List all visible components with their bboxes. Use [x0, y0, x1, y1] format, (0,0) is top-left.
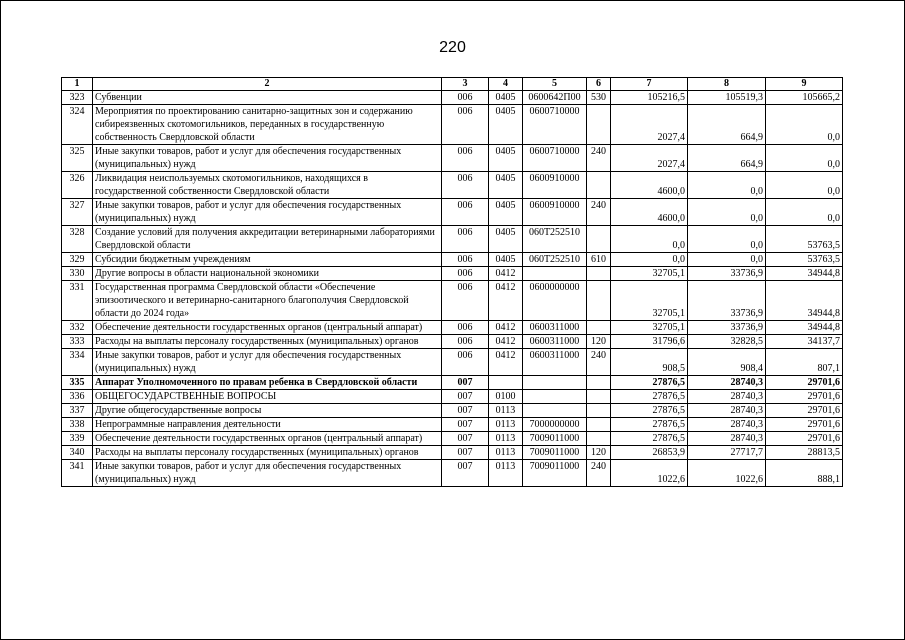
ministry-code: 007 — [442, 404, 489, 418]
amount-col7: 27876,5 — [611, 432, 688, 446]
section-code: 0113 — [489, 418, 523, 432]
row-name: Иные закупки товаров, работ и услуг для обеспечения государственных (муниципальных) нужд — [93, 199, 442, 226]
table-row — [62, 145, 843, 172]
ministry-code: 006 — [442, 253, 489, 267]
target-article-code: 0600710000 — [523, 145, 587, 172]
ministry-code: 006 — [442, 267, 489, 281]
amount-col8: 27717,7 — [688, 446, 766, 460]
amount-col7: 2027,4 — [611, 105, 688, 145]
row-number: 323 — [62, 91, 93, 105]
amount-col8: 1022,6 — [688, 460, 766, 487]
table-row — [62, 253, 843, 267]
amount-col7: 32705,1 — [611, 267, 688, 281]
header-row — [62, 78, 843, 91]
row-number: 334 — [62, 349, 93, 376]
section-code: 0405 — [489, 199, 523, 226]
ministry-code: 006 — [442, 349, 489, 376]
page-number: 220 — [439, 39, 466, 56]
ministry-code: 006 — [442, 199, 489, 226]
row-name: Обеспечение деятельности государственных органов (центральный аппарат) — [93, 321, 442, 335]
amount-col9: 53763,5 — [766, 253, 843, 267]
amount-col7: 0,0 — [611, 226, 688, 253]
ministry-code: 006 — [442, 91, 489, 105]
ministry-code: 006 — [442, 145, 489, 172]
amount-col7: 32705,1 — [611, 281, 688, 321]
target-article-code: 7000000000 — [523, 418, 587, 432]
amount-col9: 0,0 — [766, 105, 843, 145]
row-number: 335 — [62, 376, 93, 390]
table-row — [62, 418, 843, 432]
expense-type-code: 240 — [587, 349, 611, 376]
expense-type-code: 240 — [587, 460, 611, 487]
amount-col7: 27876,5 — [611, 376, 688, 390]
ministry-code: 007 — [442, 418, 489, 432]
expense-type-code — [587, 281, 611, 321]
col-header: 9 — [766, 78, 843, 91]
row-name: Другие общегосударственные вопросы — [93, 404, 442, 418]
section-code: 0100 — [489, 390, 523, 404]
section-code: 0412 — [489, 335, 523, 349]
expense-type-code — [587, 404, 611, 418]
amount-col7: 2027,4 — [611, 145, 688, 172]
amount-col7: 26853,9 — [611, 446, 688, 460]
target-article-code — [523, 376, 587, 390]
row-name: Создание условий для получения аккредитации ветеринарными лабораториями Свердловской области — [93, 226, 442, 253]
target-article-code: 060Т252510 — [523, 226, 587, 253]
ministry-code: 006 — [442, 335, 489, 349]
expense-type-code: 530 — [587, 91, 611, 105]
expense-type-code — [587, 267, 611, 281]
amount-col7: 27876,5 — [611, 390, 688, 404]
amount-col7: 4600,0 — [611, 199, 688, 226]
amount-col9: 53763,5 — [766, 226, 843, 253]
row-number: 336 — [62, 390, 93, 404]
amount-col7: 4600,0 — [611, 172, 688, 199]
row-name: Ликвидация неиспользуемых скотомогильников, находящихся в государственной собственности Свердловской области — [93, 172, 442, 199]
amount-col9: 807,1 — [766, 349, 843, 376]
amount-col8: 664,9 — [688, 105, 766, 145]
expense-type-code — [587, 105, 611, 145]
section-code: 0412 — [489, 349, 523, 376]
expense-type-code — [587, 226, 611, 253]
row-number: 333 — [62, 335, 93, 349]
section-code: 0405 — [489, 253, 523, 267]
target-article-code: 0600910000 — [523, 199, 587, 226]
row-name: Субсидии бюджетным учреждениям — [93, 253, 442, 267]
row-name: Расходы на выплаты персоналу государственных (муниципальных) органов — [93, 335, 442, 349]
amount-col7: 105216,5 — [611, 91, 688, 105]
budget-table — [61, 77, 843, 487]
section-code: 0405 — [489, 226, 523, 253]
amount-col9: 29701,6 — [766, 418, 843, 432]
row-name: Иные закупки товаров, работ и услуг для обеспечения государственных (муниципальных) нужд — [93, 460, 442, 487]
target-article-code: 7009011000 — [523, 446, 587, 460]
table-row — [62, 281, 843, 321]
table-row — [62, 376, 843, 390]
amount-col9: 29701,6 — [766, 376, 843, 390]
amount-col9: 105665,2 — [766, 91, 843, 105]
table-row — [62, 446, 843, 460]
row-number: 329 — [62, 253, 93, 267]
amount-col8: 33736,9 — [688, 321, 766, 335]
target-article-code — [523, 267, 587, 281]
amount-col8: 0,0 — [688, 199, 766, 226]
amount-col9: 34944,8 — [766, 267, 843, 281]
row-name: Расходы на выплаты персоналу государственных (муниципальных) органов — [93, 446, 442, 460]
row-name: Мероприятия по проектированию санитарно-защитных зон и содержанию сибиреязвенных скотомогильников, переданных в государственную собственность Свердловской области — [93, 105, 442, 145]
amount-col8: 28740,3 — [688, 418, 766, 432]
amount-col9: 29701,6 — [766, 404, 843, 418]
amount-col8: 28740,3 — [688, 376, 766, 390]
ministry-code: 006 — [442, 172, 489, 199]
row-number: 325 — [62, 145, 93, 172]
amount-col7: 1022,6 — [611, 460, 688, 487]
table-row — [62, 335, 843, 349]
col-header: 2 — [93, 78, 442, 91]
section-code: 0412 — [489, 321, 523, 335]
amount-col9: 28813,5 — [766, 446, 843, 460]
amount-col8: 33736,9 — [688, 281, 766, 321]
amount-col7: 32705,1 — [611, 321, 688, 335]
col-header: 1 — [62, 78, 93, 91]
row-number: 330 — [62, 267, 93, 281]
col-header: 3 — [442, 78, 489, 91]
amount-col8: 33736,9 — [688, 267, 766, 281]
amount-col7: 0,0 — [611, 253, 688, 267]
expense-type-code: 120 — [587, 446, 611, 460]
table-row — [62, 390, 843, 404]
amount-col8: 105519,3 — [688, 91, 766, 105]
target-article-code: 0600910000 — [523, 172, 587, 199]
row-name: Обеспечение деятельности государственных органов (центральный аппарат) — [93, 432, 442, 446]
amount-col9: 0,0 — [766, 199, 843, 226]
target-article-code: 0600710000 — [523, 105, 587, 145]
expense-type-code: 240 — [587, 145, 611, 172]
section-code: 0113 — [489, 446, 523, 460]
ministry-code: 007 — [442, 432, 489, 446]
col-header: 7 — [611, 78, 688, 91]
section-code: 0412 — [489, 267, 523, 281]
amount-col7: 27876,5 — [611, 418, 688, 432]
section-code: 0113 — [489, 432, 523, 446]
amount-col8: 664,9 — [688, 145, 766, 172]
amount-col9: 888,1 — [766, 460, 843, 487]
row-name: Иные закупки товаров, работ и услуг для обеспечения государственных (муниципальных) нужд — [93, 349, 442, 376]
target-article-code — [523, 390, 587, 404]
ministry-code: 006 — [442, 321, 489, 335]
expense-type-code: 120 — [587, 335, 611, 349]
col-header: 6 — [587, 78, 611, 91]
amount-col9: 29701,6 — [766, 432, 843, 446]
amount-col9: 0,0 — [766, 145, 843, 172]
amount-col9: 0,0 — [766, 172, 843, 199]
ministry-code: 007 — [442, 446, 489, 460]
col-header: 4 — [489, 78, 523, 91]
row-name: Аппарат Уполномоченного по правам ребенка в Свердловской области — [93, 376, 442, 390]
expense-type-code: 610 — [587, 253, 611, 267]
row-number: 324 — [62, 105, 93, 145]
amount-col9: 29701,6 — [766, 390, 843, 404]
target-article-code: 7009011000 — [523, 432, 587, 446]
table-row — [62, 91, 843, 105]
row-name: Субвенции — [93, 91, 442, 105]
amount-col8: 28740,3 — [688, 432, 766, 446]
row-name: Государственная программа Свердловской области «Обеспечение эпизоотического и ветеринарно-санитарного благополучия Свердловской области до 2024 года» — [93, 281, 442, 321]
section-code: 0412 — [489, 281, 523, 321]
amount-col7: 908,5 — [611, 349, 688, 376]
section-code: 0405 — [489, 91, 523, 105]
target-article-code: 0600311000 — [523, 321, 587, 335]
table-row — [62, 460, 843, 487]
section-code — [489, 376, 523, 390]
row-name: Другие вопросы в области национальной экономики — [93, 267, 442, 281]
row-name: Непрограммные направления деятельности — [93, 418, 442, 432]
table-row — [62, 404, 843, 418]
expense-type-code — [587, 432, 611, 446]
table-row — [62, 267, 843, 281]
amount-col8: 0,0 — [688, 172, 766, 199]
section-code: 0113 — [489, 460, 523, 487]
row-number: 331 — [62, 281, 93, 321]
table-row — [62, 199, 843, 226]
ministry-code: 007 — [442, 390, 489, 404]
expense-type-code — [587, 172, 611, 199]
col-header: 8 — [688, 78, 766, 91]
ministry-code: 007 — [442, 460, 489, 487]
amount-col8: 0,0 — [688, 226, 766, 253]
row-number: 338 — [62, 418, 93, 432]
row-number: 332 — [62, 321, 93, 335]
ministry-code: 006 — [442, 281, 489, 321]
amount-col9: 34944,8 — [766, 281, 843, 321]
amount-col9: 34137,7 — [766, 335, 843, 349]
target-article-code — [523, 404, 587, 418]
section-code: 0405 — [489, 172, 523, 199]
target-article-code: 0600642П00 — [523, 91, 587, 105]
expense-type-code — [587, 376, 611, 390]
expense-type-code — [587, 321, 611, 335]
expense-type-code — [587, 418, 611, 432]
ministry-code: 007 — [442, 376, 489, 390]
table-row — [62, 432, 843, 446]
table-row — [62, 105, 843, 145]
row-name: Иные закупки товаров, работ и услуг для обеспечения государственных (муниципальных) нужд — [93, 145, 442, 172]
amount-col9: 34944,8 — [766, 321, 843, 335]
row-name: ОБЩЕГОСУДАРСТВЕННЫЕ ВОПРОСЫ — [93, 390, 442, 404]
table-row — [62, 172, 843, 199]
target-article-code: 0600311000 — [523, 335, 587, 349]
table-row — [62, 349, 843, 376]
amount-col8: 908,4 — [688, 349, 766, 376]
section-code: 0405 — [489, 145, 523, 172]
table-row — [62, 321, 843, 335]
amount-col8: 32828,5 — [688, 335, 766, 349]
row-number: 328 — [62, 226, 93, 253]
table-row — [62, 226, 843, 253]
target-article-code: 0600311000 — [523, 349, 587, 376]
section-code: 0405 — [489, 105, 523, 145]
row-number: 340 — [62, 446, 93, 460]
target-article-code: 060Т252510 — [523, 253, 587, 267]
expense-type-code — [587, 390, 611, 404]
expense-type-code: 240 — [587, 199, 611, 226]
col-header: 5 — [523, 78, 587, 91]
row-number: 327 — [62, 199, 93, 226]
row-number: 341 — [62, 460, 93, 487]
amount-col8: 28740,3 — [688, 390, 766, 404]
target-article-code: 0600000000 — [523, 281, 587, 321]
amount-col7: 27876,5 — [611, 404, 688, 418]
amount-col7: 31796,6 — [611, 335, 688, 349]
section-code: 0113 — [489, 404, 523, 418]
amount-col8: 0,0 — [688, 253, 766, 267]
row-number: 326 — [62, 172, 93, 199]
amount-col8: 28740,3 — [688, 404, 766, 418]
row-number: 337 — [62, 404, 93, 418]
ministry-code: 006 — [442, 226, 489, 253]
row-number: 339 — [62, 432, 93, 446]
target-article-code: 7009011000 — [523, 460, 587, 487]
ministry-code: 006 — [442, 105, 489, 145]
